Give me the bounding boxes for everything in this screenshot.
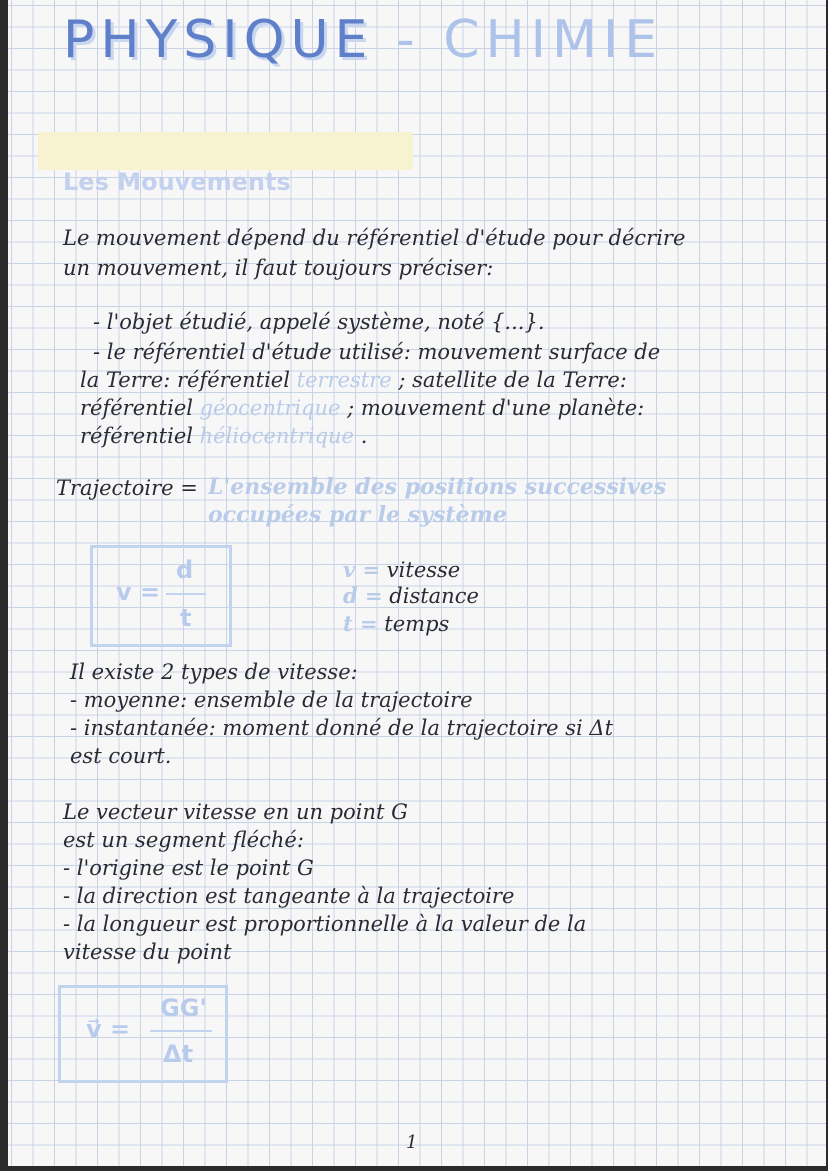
text: référentiel (80, 424, 193, 448)
title-part2: CHIMIE (443, 10, 664, 70)
term-geocentrique: géocentrique (199, 396, 341, 420)
trajectoire-label: Trajectoire = (56, 476, 198, 500)
term-heliocentrique: héliocentrique (199, 424, 354, 448)
formula-vecteur-lhs: v⃗ = (86, 1015, 131, 1043)
text: ; mouvement d'une planète: (347, 396, 645, 420)
notebook-page (8, 0, 826, 1166)
list-item-referentiel: - le référentiel d'étude utilisé: mouvement surface de (93, 340, 661, 364)
term-terrestre: terrestre (296, 368, 392, 392)
trajectoire-definition-line-1: L'ensemble des positions successives (208, 474, 667, 500)
formula-vitesse-lhs: v = (116, 578, 161, 606)
text: . (360, 424, 368, 448)
text: la Terre: référentiel (80, 368, 290, 392)
section-heading: Les Mouvements (63, 168, 291, 196)
trajectoire-definition-line-2: occupées par le système (208, 502, 507, 528)
formula-vecteur-numerator: GG' (160, 994, 207, 1022)
title-part1: PHYSIQUE (63, 10, 374, 70)
formula-vitesse-numerator: d (176, 556, 194, 584)
legend-symbol: v = (343, 557, 381, 582)
list-item-referentiel-line3 (80, 396, 644, 420)
legend-text: distance (389, 584, 479, 608)
vecteur-line-1: Le vecteur vitesse en un point G (63, 800, 408, 824)
formula-vitesse-fraction-bar (166, 593, 206, 595)
vitesse-types-line-2: - moyenne: ensemble de la trajectoire (70, 688, 473, 712)
page-number: 1 (406, 1132, 418, 1153)
formula-vecteur-denominator: Δt (163, 1040, 194, 1068)
legend-text: temps (384, 612, 450, 636)
vitesse-types-line-1: Il existe 2 types de vitesse: (70, 660, 358, 684)
legend-symbol: d = (343, 583, 383, 608)
list-item-referentiel-line4 (80, 424, 367, 448)
formula-vitesse-denominator: t (180, 604, 192, 632)
legend-text: vitesse (386, 558, 461, 582)
legend-vitesse (343, 557, 460, 582)
legend-symbol: t = (343, 611, 378, 636)
vecteur-line-2: est un segment fléché: (63, 828, 304, 852)
formula-vecteur-fraction-bar (150, 1030, 212, 1032)
title-dash: - (395, 10, 421, 70)
page-title (63, 10, 663, 70)
text: ; satellite de la Terre: (398, 368, 627, 392)
vecteur-line-4: - la direction est tangeante à la trajectoire (63, 884, 515, 908)
list-item-referentiel-line2 (80, 368, 627, 392)
vitesse-types-line-3: - instantanée: moment donné de la trajectoire si Δt (70, 716, 614, 740)
intro-line-2: un mouvement, il faut toujours préciser: (63, 256, 494, 280)
highlighter-strip (38, 132, 413, 170)
legend-temps (343, 611, 449, 636)
formula-vitesse-box (90, 545, 232, 647)
vecteur-line-6: vitesse du point (63, 940, 232, 964)
vecteur-line-5: - la longueur est proportionnelle à la valeur de la (63, 912, 587, 936)
vecteur-line-3: - l'origine est le point G (63, 856, 314, 880)
intro-line-1: Le mouvement dépend du référentiel d'étude pour décrire (63, 226, 686, 250)
text: référentiel (80, 396, 193, 420)
list-item-object: - l'objet étudié, appelé système, noté {...}. (93, 310, 545, 334)
vitesse-types-line-4: est court. (70, 744, 172, 768)
legend-distance (343, 583, 479, 608)
